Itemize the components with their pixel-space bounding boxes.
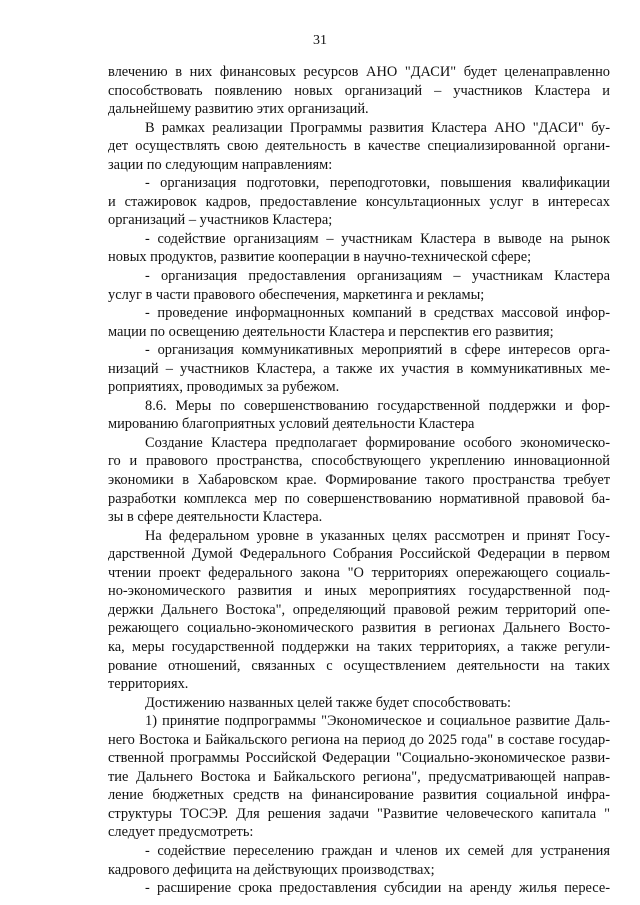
body-text <box>108 63 610 898</box>
text-line: разработки комплекса мер по совершенствованию нормативной правовой ба- <box>108 490 610 507</box>
text-line: мации по освещению деятельности Кластера и перспектив его развития; <box>108 323 554 340</box>
text-line: - проведение информацнонных компаний в средствах массовой инфор- <box>145 305 610 322</box>
text-line: держки Дальнего Востока", определяющий правовой режим территорий опе- <box>108 601 610 618</box>
text-line: дет осуществлять свою деятельность в качестве специализированной органи- <box>108 138 610 155</box>
text-line: чтении проект федерального закона "О территориях опережающего социаль- <box>108 564 610 581</box>
text-line: - расширение срока предоставления субсидии на аренду жилья пересе- <box>145 880 610 897</box>
text-line: влечению в них финансовых ресурсов АНО "ДАСИ" будет целенаправленно <box>108 64 610 80</box>
section-heading: 8.6. Меры по совершенствованию государственной поддержки и фор- <box>145 397 610 414</box>
text-line: - организация подготовки, переподготовки, повышения квалификации <box>145 175 610 192</box>
text-line: - организация коммуникативных мероприятий в сфере интересов орга- <box>145 342 610 359</box>
text-line: организаций – участников Кластера; <box>108 212 333 229</box>
text-line: дальнейшему развитию этих организаций. <box>108 101 369 118</box>
text-line: На федеральном уровне в указанных целях рассмотрен и принят Госу- <box>145 527 610 544</box>
text-line: роприятиях, проводимых за рубежом. <box>108 379 340 396</box>
text-line: но-экономического развития и иных мероприятиях государственной под- <box>108 583 610 600</box>
text-line: ственной программы Российской Федерации "Социально-экономическое разви- <box>108 750 610 767</box>
text-line: - содействие переселению граждан и членов их семей для устранения <box>145 842 610 859</box>
text-line: зации по следующим направлениям: <box>108 156 333 173</box>
page-number: 31 <box>313 33 327 48</box>
text-line: 1) принятие подпрограммы "Экономическое и социальное развитие Даль- <box>145 713 610 730</box>
text-line: него Востока и Байкальского региона на период до 2025 года" в составе государ- <box>108 731 610 748</box>
text-line: дарственной Думой Федерального Собрания Российской Федерации в первом <box>108 546 610 563</box>
text-line: тие Дальнего Востока и Байкальского региона", предусматривающей направ- <box>108 768 610 785</box>
text-line: Создание Кластера предполагает формирование особого экономическо- <box>145 434 610 451</box>
text-line: территориях. <box>108 676 189 693</box>
text-line: услуг в части правового обеспечения, маркетинга и рекламы; <box>108 286 485 303</box>
text-line: ка, меры государственной поддержки на таких территориях, а также регули- <box>108 638 610 655</box>
text-line: экономики в Хабаровском крае. Формирование такого пространства требует <box>108 472 610 489</box>
text-line: рование отношений, связанных с осуществлением деятельности на таких <box>108 657 610 674</box>
section-heading: мированию благоприятных условий деятельности Кластера <box>108 416 475 433</box>
text-line: зы в сфере деятельности Кластера. <box>108 509 323 526</box>
text-line: и стажировок кадров, предоставление консультационных услуг в интересах <box>108 193 610 210</box>
text-line: - организация предоставления организациям – участникам Кластера <box>145 268 610 285</box>
text-line: способствовать появлению новых организаций – участников Кластера и <box>108 82 610 99</box>
text-line: Достижению названных целей также будет способствовать: <box>145 694 512 711</box>
text-line: следует предусмотреть: <box>108 824 254 841</box>
text-line: режающего социально-экономического развития в регионах Дальнего Восто- <box>108 620 610 637</box>
text-line: структуры ТОСЭР. Для решения задачи "Развитие человеческого капитала " <box>108 805 610 822</box>
text-line: новых продуктов, развитие кооперации в научно-технической сфере; <box>108 249 532 266</box>
text-line: В рамках реализации Программы развития Кластера АНО "ДАСИ" бу- <box>145 119 610 136</box>
text-line: низаций – участников Кластера, а также их участия в коммуникативных ме- <box>108 360 610 377</box>
text-line: ление бюджетных средств на финансирование развития социальной инфра- <box>108 787 610 804</box>
text-line: кадрового дефицита на действующих производствах; <box>108 861 435 878</box>
text-line: го и правового пространства, способствующего укреплению инновационной <box>108 453 610 470</box>
text-line: - содействие организациям – участникам Кластера в выводе на рынок <box>145 230 610 247</box>
